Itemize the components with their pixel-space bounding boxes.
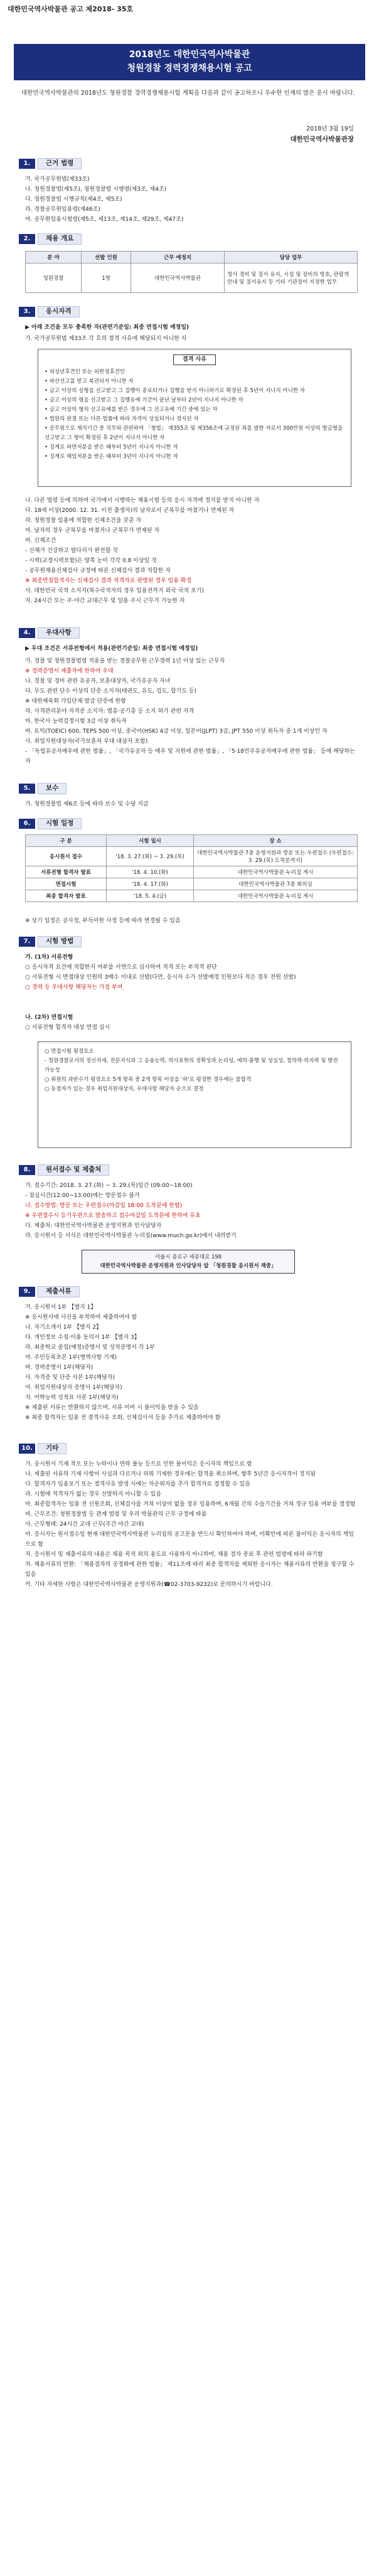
table-cell: '18. 3. 27.(화) ~ 3. 29.(목) bbox=[107, 847, 194, 866]
list-item: 가. 응시원서 기재 착오 또는 누락이나 연락 불능 등으로 인한 불이익은 응시자의 책임으로 함 bbox=[25, 1461, 252, 1467]
subsection-heading: 나. (2차) 면접시험 bbox=[25, 1014, 73, 1021]
section-title: 기타 bbox=[38, 1443, 67, 1454]
list-item: ※ 우편접수시 등기우편으로 발송하고 접수마감일 도착분에 한하여 유효 bbox=[25, 1213, 201, 1219]
list-item: • 금고 이상의 형의 선고유예를 받은 경우에 그 선고유예 기간 중에 있는 자 bbox=[45, 407, 218, 413]
list-item: ○ 서류전형 합격자 대상 면접 실시 bbox=[25, 1025, 110, 1031]
table-cell: '18. 4. 17.(화) bbox=[107, 878, 194, 890]
list-item: • 징계로 파면처분을 받은 때부터 5년이 지나지 아니한 자 bbox=[45, 444, 178, 450]
section-heading-schedule bbox=[19, 818, 82, 829]
list-item: - 점심시간(12:00~13:00)에는 방문접수 불가 bbox=[25, 1193, 140, 1199]
list-item: • 피성년후견인 또는 피한정후견인 bbox=[45, 369, 125, 375]
table-cell: 대한민국역사박물관 bbox=[131, 263, 225, 293]
list-item: - 신체가 건강하고 팔다리가 완전할 것 bbox=[25, 548, 118, 554]
list-item: ※ 대한체육회 가입단체 발급 단증에 한함 bbox=[25, 698, 126, 705]
list-item: 라. 사격관리분야 자격증 소지자: 엽총·공기총 등 소지 허가 관련 자격 bbox=[25, 708, 195, 715]
list-item: ※ 경력증명서 제출자에 한하여 우대 bbox=[25, 668, 114, 674]
table-row bbox=[26, 847, 358, 866]
section-heading-method bbox=[19, 936, 82, 947]
list-item: 가. 국가공무원법(제33조) bbox=[25, 176, 90, 183]
list-item: 가. 응시원서 1부 【별지 1】 bbox=[25, 1304, 97, 1311]
address-line: 서울시 종로구 세종대로 198 bbox=[154, 1254, 222, 1260]
table-cell: '18. 4. 10.(화) bbox=[107, 866, 194, 878]
list-item: 마. 남자의 경우 군복무를 마쳤거나 군복무가 면제된 자 bbox=[25, 528, 160, 534]
title-line-2: 청원경찰 경력경쟁채용시험 공고 bbox=[127, 63, 252, 73]
list-item: 나. 청원경찰법(제5조), 청원경찰법 시행령(제3조, 제4조) bbox=[25, 186, 167, 193]
section-number: 7. bbox=[19, 937, 35, 947]
table-cell: 청원경찰 bbox=[26, 263, 82, 293]
section-number: 6. bbox=[19, 819, 35, 829]
list-item: 마. 최종합격자는 임용 전 신원조회, 신체검사를 거쳐 이상이 없을 경우 임용하며, 6개월 간의 수습기간을 거쳐 정규 임용 여부를 결정함 bbox=[25, 1501, 356, 1508]
column-header: 구 분 bbox=[26, 835, 107, 847]
list-item: 나. 경찰 및 경비 관련 유공자, 보훈대상자, 국가유공자 자녀 bbox=[25, 678, 171, 684]
list-item: 다. 개인정보 수집·이용 동의서 1부 【별지 3】 bbox=[25, 1334, 140, 1341]
column-header: 담당 업무 bbox=[225, 252, 358, 263]
section-title: 우대사항 bbox=[38, 627, 80, 639]
method-interview bbox=[25, 1013, 358, 1033]
list-item: 마. 공무원임용시험령(제5조, 제13조, 제14조, 제29조, 제47조) bbox=[25, 216, 184, 223]
list-item: - 「독립유공자예우에 관한 법률」, 「국가유공자 등 예우 및 지원에 관한 법률」, 「5·18민주유공자예우에 관한 법률」 등에 해당하는 자 bbox=[25, 748, 355, 765]
section-heading-pay bbox=[19, 783, 67, 794]
column-header: 장 소 bbox=[194, 835, 358, 847]
laws-list bbox=[25, 174, 358, 225]
schedule-table bbox=[25, 834, 358, 902]
list-item: 마. 한국사 능력검정시험 3급 이상 취득자 bbox=[25, 718, 127, 725]
section-number: 9. bbox=[19, 1287, 35, 1297]
table-cell: 대한민국역사박물관 누리집 게시 bbox=[194, 890, 358, 902]
list-item: 라. 시험에 적격자가 없는 경우 선발하지 아니할 수 있음 bbox=[25, 1491, 162, 1498]
section-title: 응시자격 bbox=[38, 306, 80, 317]
list-item: • 금고 이상의 형을 선고받고 그 집행유예 기간이 끝난 날부터 2년이 지나지 아니한 자 bbox=[45, 397, 243, 403]
column-header: 시험 일시 bbox=[107, 835, 194, 847]
list-item: 사. 근무형태: 24시간 교대 근무(주간·야간 교대) bbox=[25, 1521, 144, 1528]
qualification-list bbox=[25, 496, 358, 606]
notice-number: 대한민국역사박물관 공고 제2018- 35호 bbox=[8, 5, 134, 13]
method-document-screening bbox=[25, 952, 358, 993]
table-header-row bbox=[26, 835, 358, 847]
section-number: 3. bbox=[19, 307, 35, 317]
list-item: 다. 18세 이상(2000. 12. 31. 이전 출생자)의 남자로서 군복무를 마쳤거나 면제된 자 bbox=[25, 508, 235, 514]
mailing-address-box bbox=[82, 1250, 295, 1274]
section-heading-laws bbox=[19, 158, 82, 169]
disqualification-box bbox=[38, 349, 351, 487]
list-item: 다. 무도 관련 단수 이상의 단증 소지자(태권도, 유도, 검도, 합기도 등) bbox=[25, 688, 197, 695]
interview-criteria-box bbox=[38, 1041, 351, 1148]
list-item: - 청원경찰로서의 정신자세, 전문지식과 그 응용능력, 의사표현의 정확성과 논리성, 예의·품행 및 성실성, 창의력·의지력 및 발전 가능성 bbox=[45, 1058, 338, 1073]
qualification-sub-a: 가. 국가공무원법 제33조 각 호의 결격 사유에 해당되지 아니한 자 bbox=[25, 336, 187, 342]
list-item: • 징계로 해임처분을 받은 때부터 3년이 지나지 아니한 자 bbox=[45, 454, 178, 460]
list-item: 사. 대한민국 국적 소지자(복수국적자의 경우 임용전까지 외국 국적 포기) bbox=[25, 588, 204, 594]
column-header: 근무 예정지 bbox=[131, 252, 225, 263]
section-number: 10. bbox=[19, 1444, 35, 1454]
section-title: 제출서류 bbox=[38, 1286, 80, 1297]
section-title: 원서접수 및 제출처 bbox=[38, 1164, 109, 1176]
list-item: 라. 청원경찰 임용에 적합한 신체조건을 갖춘 자 bbox=[25, 518, 142, 524]
list-item: • 금고 이상의 실형을 선고받고 그 집행이 종료되거나 집행을 받지 아니하기로 확정된 후 5년이 지나지 아니한 자 bbox=[45, 388, 305, 394]
preference-condition: ▶ 우대 조건은 서류전형에서 적용(관련기준일: 최종 면접시험 예정일) bbox=[25, 646, 198, 652]
list-item: - 공무원채용신체검사 규정에 따른 신체검사 결과 적합한 자 bbox=[25, 568, 171, 574]
list-item: • 파산선고를 받고 복권되지 아니한 자 bbox=[45, 378, 134, 385]
table-row bbox=[26, 878, 358, 890]
list-item: 다. 합격자가 임용포기 또는 결격사유 발생 시에는 차순위자를 추가 합격자로 결정할 수 있음 bbox=[25, 1481, 250, 1488]
column-header: 선발 인원 bbox=[82, 252, 131, 263]
list-item: 바. 신체조건 bbox=[25, 538, 56, 544]
application-list bbox=[25, 1181, 358, 1241]
list-item: 라. 응시원서 등 서식은 대한민국역사박물관 누리집(www.much.go.kr)에서 내려받기 bbox=[25, 1233, 237, 1239]
list-item: ○ 면접시험 평정요소 bbox=[45, 1048, 94, 1055]
misc-list bbox=[25, 1459, 358, 1590]
table-cell: 1명 bbox=[82, 263, 131, 293]
list-item: 나. 자기소개서 1부 【별지 2】 bbox=[25, 1324, 102, 1331]
list-item: 라. 경찰공무원임용령(제46조) bbox=[25, 206, 100, 213]
section-title: 시험 일정 bbox=[38, 818, 82, 829]
pay-text: 가. 청원경찰법 제6조 등에 따라 보수 및 수당 지급 bbox=[25, 801, 149, 807]
list-item: 나. 접수방법: 방문 또는 우편접수(마감일 18:00 도착분에 한함) bbox=[25, 1203, 183, 1209]
section-heading-misc bbox=[19, 1443, 67, 1454]
table-cell: 청사 경비 및 질서 유지, 시설 및 장비의 방호, 관람객 안내 및 질서유지 등 기타 기관장이 지정한 업무 bbox=[225, 263, 358, 293]
list-item: 나. 다른 법령 등에 의하여 국가에서 시행하는 채용시험 등의 응시 자격에 정지를 받지 아니한 자 bbox=[25, 498, 260, 504]
table-header-row bbox=[26, 252, 358, 263]
table-cell: 대한민국역사박물관 7층 운영지원과 방문 또는 우편접수 (우편접수: 3. 29.(목) 도착분까지) bbox=[194, 847, 358, 866]
list-item: ○ 동점자가 있는 경우 취업지원대상자, 우대사항 해당자 순으로 결정 bbox=[45, 1086, 204, 1092]
list-item: 자. 응시원서 및 제출서류의 내용은 채용 목적 외의 용도로 사용하지 아니하며, 채용 절차 종료 후 관련 법령에 따라 파기함 bbox=[25, 1551, 323, 1558]
notice-date: 2018년 3월 19일 bbox=[306, 125, 354, 132]
section-heading-qualifications bbox=[19, 306, 80, 317]
overview-table bbox=[25, 251, 358, 293]
subsection-heading: 가. (1차) 서류전형 bbox=[25, 954, 73, 961]
preference-list bbox=[25, 656, 358, 767]
list-item: ※ 최종 합격자는 임용 전 결격사유 조회, 신체검사서 등을 추가로 제출하여야 함 bbox=[25, 1415, 221, 1421]
table-cell: 응시원서 접수 bbox=[26, 847, 107, 866]
list-item: 아. 취업지원대상자 증명서 1부(해당자) bbox=[25, 1385, 122, 1391]
section-number: 1. bbox=[19, 159, 35, 169]
section-number: 4. bbox=[19, 628, 35, 638]
column-header: 분 야 bbox=[26, 252, 82, 263]
list-item: 나. 제출된 서류의 기재 사항이 사실과 다르거나 허위 기재한 경우에는 합격을 취소하며, 향후 5년간 응시자격이 정지됨 bbox=[25, 1471, 316, 1477]
list-item: 바. 토익(TOEIC) 600, TEPS 500 이상, 중국어(HSK) 4급 이상, 일본어(JLPT) 3급, JPT 550 이상 취득자 중 1개 이상인 자 bbox=[25, 728, 328, 735]
list-item: ※ 최종면접합격자는 신체검사 결과 적격자로 판명된 경우 임용 확정 bbox=[25, 578, 192, 584]
list-item: 아. 응시자는 원서접수일 현재 대한민국역사박물관 누리집의 공고문을 반드시 확인하여야 하며, 미확인에 따른 불이익은 응시자의 책임으로 함 bbox=[25, 1531, 354, 1548]
section-number: 2. bbox=[19, 234, 35, 244]
table-cell: '18. 5. 4.(금) bbox=[107, 890, 194, 902]
list-item: 라. 최종학교 졸업(예정)증명서 및 성적증명서 각 1부 bbox=[25, 1344, 155, 1351]
table-row bbox=[26, 263, 358, 293]
list-item: ※ 제출된 서류는 반환하지 않으며, 서류 미비 시 불이익을 받을 수 있음 bbox=[25, 1405, 199, 1411]
list-item: 바. 경력증명서 1부(해당자) bbox=[25, 1365, 93, 1371]
list-item: ○ 위원의 과반수가 평정요소 5개 항목 중 2개 항목 이상을 '하'로 평정한 경우에는 불합격 bbox=[45, 1077, 251, 1083]
address-recipient: 대한민국역사박물관 운영지원과 인사담당자 앞 「청원경찰 응시원서 재중」 bbox=[100, 1263, 277, 1269]
list-item: • 법원의 판결 또는 다른 법률에 따라 자격이 상실되거나 정지된 자 bbox=[45, 416, 199, 422]
list-item: - 시력(교정시력포함)은 양쪽 눈이 각각 0.8 이상일 것 bbox=[25, 558, 157, 564]
title-line-1: 2018년도 대한민국역사박물관 bbox=[129, 50, 250, 60]
list-item: ※ 응시원서에 사진을 부착하여 제출하여야 함 bbox=[25, 1314, 137, 1321]
list-item: 사. 취업지원대상자(국가보훈처 우대 대상자 포함) bbox=[25, 738, 148, 745]
section-title: 근거 법령 bbox=[38, 158, 82, 169]
table-row bbox=[26, 890, 358, 902]
qualification-condition: ▶ 아래 조건을 모두 충족한 자(관련기준일: 최종 면접시험 예정일) bbox=[25, 324, 190, 331]
list-item: 카. 기타 자세한 사항은 대한민국역사박물관 운영지원과(☎02-3703-9232)로 문의하시기 바랍니다. bbox=[25, 1582, 273, 1588]
list-item: 사. 자격증 및 단증 사본 1부(해당자) bbox=[25, 1375, 115, 1381]
section-heading-preferences bbox=[19, 627, 80, 639]
section-title: 보수 bbox=[38, 783, 67, 794]
list-item: ○ 서류전형 시 면접대상 인원의 3배수 이내로 선발(다만, 응시자 수가 선발예정 인원보다 적은 경우 전원 선발) bbox=[25, 974, 296, 981]
section-heading-overview bbox=[19, 233, 82, 245]
box-title: 결격 사유 bbox=[173, 354, 216, 365]
list-item: 가. 경찰 및 청원경찰법령 적용을 받는 경찰공무원 근무경력 1년 이상 있는 근무자 bbox=[25, 658, 225, 664]
list-item: 다. 청원경찰법 시행규칙(제4조, 제5조) bbox=[25, 196, 122, 203]
list-item: 마. 주민등록초본 1부(병역사항 기재) bbox=[25, 1355, 117, 1361]
table-cell: 최종 합격자 발표 bbox=[26, 890, 107, 902]
list-item: 가. 접수기간: 2018. 3. 27.(화) ~ 3. 29.(목)일간 (09:00~18:00) bbox=[25, 1183, 193, 1189]
list-item: 자. 어학능력 성적표 사본 1부(해당자) bbox=[25, 1395, 119, 1401]
section-number: 5. bbox=[19, 784, 35, 794]
list-item: ○ 응시자격 요건에 적합한지 여부를 서면으로 심사하여 적격 또는 부적격 판단 bbox=[25, 964, 217, 971]
list-item: 자. 24시간 또는 주·야간 교대근무 및 일용 주시 근무가 가능한 자 bbox=[25, 598, 185, 604]
table-cell: 대한민국역사박물관 누리집 게시 bbox=[194, 866, 358, 878]
documents-list bbox=[25, 1302, 358, 1423]
table-cell: 면접시험 bbox=[26, 878, 107, 890]
section-heading-documents bbox=[19, 1286, 80, 1297]
list-item: 차. 채용서류의 반환: 「채용절차의 공정화에 관한 법률」 제11조에 따라 최종 합격자를 제외한 응시자는 채용서류의 반환을 청구할 수 있음 bbox=[25, 1562, 355, 1578]
list-item: ○ 경력 등 우대사항 해당자는 가점 부여 bbox=[25, 984, 123, 991]
issuing-organization: 대한민국역사박물관장 bbox=[290, 136, 354, 143]
table-row bbox=[26, 866, 358, 878]
schedule-note: ※ 상기 일정은 공사정, 부득이한 사정 등에 따라 변경될 수 있음 bbox=[25, 918, 181, 924]
title-banner bbox=[14, 44, 365, 80]
section-number: 8. bbox=[19, 1165, 35, 1175]
table-cell: 서류전형 합격자 발표 bbox=[26, 866, 107, 878]
section-title: 시험 방법 bbox=[38, 936, 82, 947]
list-item: 다. 제출처: 대한민국역사박물관 운영지원과 인사담당자 bbox=[25, 1223, 162, 1229]
section-title: 채용 개요 bbox=[38, 233, 82, 245]
table-cell: 대한민국역사박물관 7층 회의실 bbox=[194, 878, 358, 890]
list-item: • 공무원으로 재직기간 중 직무와 관련하여 「형법」 제355조 및 제356조에 규정된 죄를 범한 자로서 300만원 이상의 벌금형을 선고받고 그 형이 확정된 후 2년이 지나지 아니한 자 bbox=[45, 425, 343, 441]
intro-text: 대한민국역사박물관의 2018년도 청원경찰 경력경쟁채용시험 계획을 다음과 같이 공고하오니 우수한 인재의 많은 응시 바랍니다. bbox=[21, 90, 355, 97]
section-heading-application bbox=[19, 1164, 109, 1176]
list-item: 바. 근무조건: 청원경찰법 등 관계 법령 및 우리 박물관의 근무 규정에 따름 bbox=[25, 1511, 207, 1518]
